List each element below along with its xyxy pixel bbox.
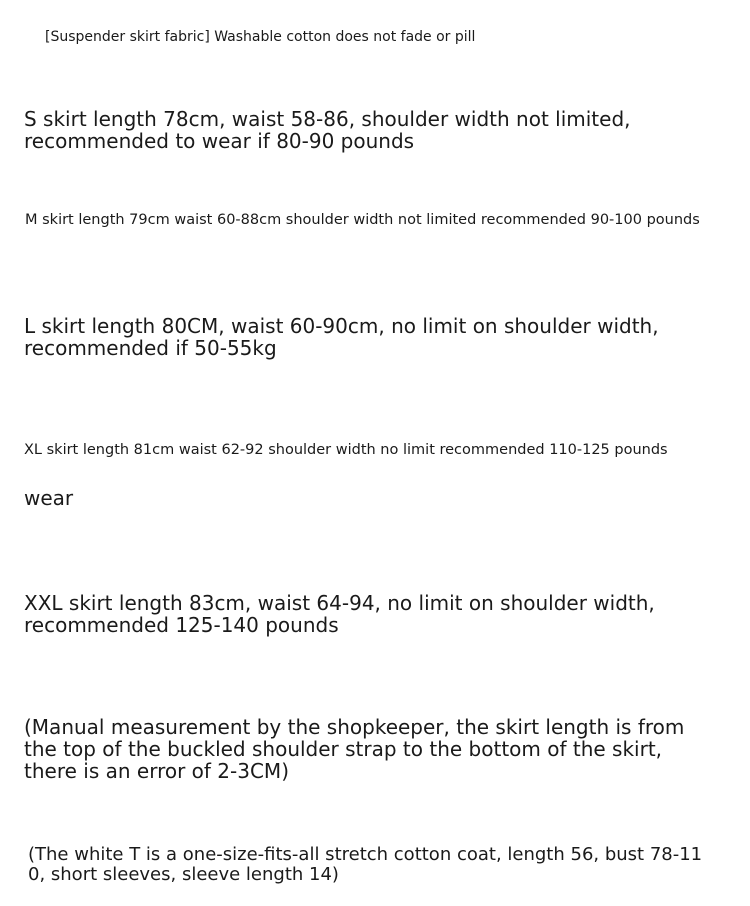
measurement-note: (Manual measurement by the shopkeeper, the skirt length is from the top of the buckled shoulder strap to the bottom of the skirt, there is an error of 2-3CM) (24, 715, 685, 783)
size-xl-text: XL skirt length 81cm waist 62-92 shoulder width no limit recommended 110-125 pounds (24, 442, 668, 458)
white-t-note: (The white T is a one-size-fits-all stretch cotton coat, length 56, bust 78-11 0, short sleeves, sleeve length 14) (28, 844, 703, 885)
size-m-text: M skirt length 79cm waist 60-88cm shoulder width not limited recommended 90-100 pounds (25, 212, 700, 228)
size-xl-continuation: wear (24, 486, 74, 510)
fabric-note: [Suspender skirt fabric] Washable cotton does not fade or pill (45, 29, 476, 45)
size-l-text: L skirt length 80CM, waist 60-90cm, no limit on shoulder width, recommended if 50-55kg (24, 314, 659, 360)
size-xxl-text: XXL skirt length 83cm, waist 64-94, no limit on shoulder width, recommended 125-140 pounds (24, 591, 655, 637)
size-s-text: S skirt length 78cm, waist 58-86, shoulder width not limited, recommended to wear if 80-90 pounds (24, 107, 631, 153)
